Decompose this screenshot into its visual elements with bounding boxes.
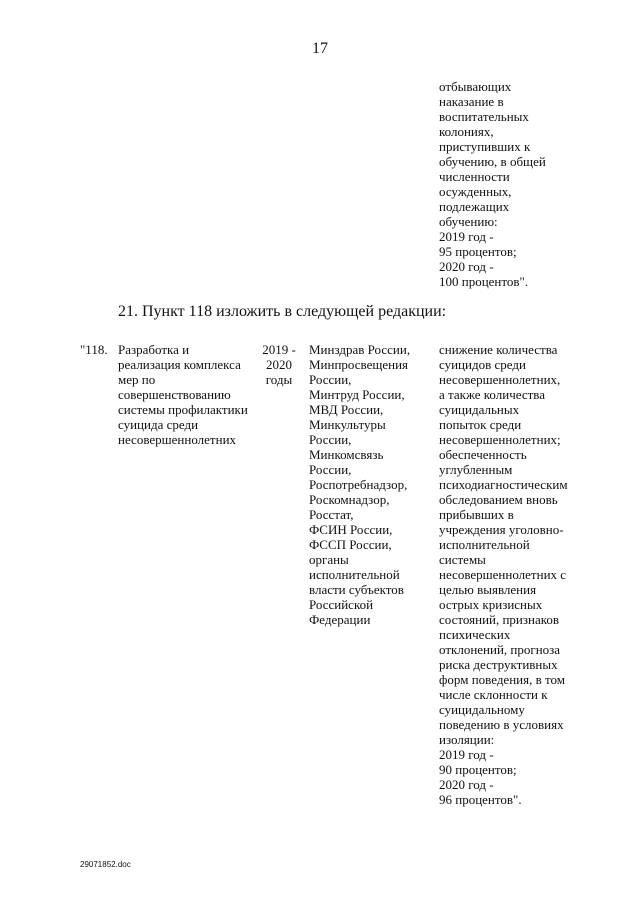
text-line: а также количества — [439, 387, 546, 402]
text-line: психических — [439, 627, 511, 642]
text-line: Минкомсвязь — [309, 447, 384, 462]
row-title-cell — [118, 342, 258, 447]
text-line: несовершеннолетних, — [439, 372, 561, 387]
page-number: 17 — [312, 40, 328, 57]
text-line: годы — [265, 372, 293, 387]
text-line: исполнительной — [439, 537, 530, 552]
text-line: психодиагностическим — [439, 477, 568, 492]
text-line: России, — [309, 462, 352, 477]
text-line: России, — [309, 372, 352, 387]
text-line: Федерации — [309, 612, 371, 627]
text-line: несовершеннолетних с — [439, 567, 567, 582]
text-line: отбывающих — [439, 79, 512, 94]
continued-indicator-cell — [439, 79, 599, 289]
text-line: системы — [439, 552, 486, 567]
text-line: углубленным — [439, 462, 513, 477]
text-line: 100 процентов". — [439, 274, 529, 289]
text-line: Минздрав России, — [309, 342, 411, 357]
text-line: совершенствованию — [118, 387, 231, 402]
text-line: 95 процентов; — [439, 244, 517, 259]
row-number: "118. — [80, 342, 108, 357]
text-line: Разработка и — [118, 342, 190, 357]
text-line: Роскомнадзор, — [309, 492, 390, 507]
text-line: Минкультуры — [309, 417, 386, 432]
text-line: 2020 год - — [439, 259, 494, 274]
text-line: колониях, — [439, 124, 494, 139]
text-line: состояний, признаков — [439, 612, 560, 627]
text-line: снижение количества — [439, 342, 558, 357]
text-line: учреждения уголовно- — [439, 522, 564, 537]
row-indicator-cell — [439, 342, 599, 807]
text-line: органы — [309, 552, 349, 567]
text-line: суицидов среди — [439, 357, 526, 372]
text-line: числе склонности к — [439, 687, 548, 702]
text-line: поведению в условиях — [439, 717, 564, 732]
text-line: попыток среди — [439, 417, 522, 432]
text-line: форм поведения, в том — [439, 672, 565, 687]
text-line: власти субъектов — [309, 582, 404, 597]
text-line: 2020 год - — [439, 777, 494, 792]
text-line: обследованием вновь — [439, 492, 558, 507]
text-line: 96 процентов". — [439, 792, 522, 807]
text-line: МВД России, — [309, 402, 384, 417]
text-line: несовершеннолетних; — [439, 432, 561, 447]
text-line: мер по — [118, 372, 156, 387]
text-line: обучению: — [439, 214, 498, 229]
text-line: 2020 — [266, 357, 292, 372]
text-line: суицидальному — [439, 702, 525, 717]
text-line: Роспотребнадзор, — [309, 477, 408, 492]
text-line: 2019 - — [262, 342, 296, 357]
text-line: острых кризисных — [439, 597, 543, 612]
text-line: 2019 год - — [439, 747, 494, 762]
text-line: реализация комплекса — [118, 357, 241, 372]
text-line: исполнительной — [309, 567, 400, 582]
document-footer: 29071852.doc — [80, 860, 131, 869]
row-executors-cell — [309, 342, 429, 627]
text-line: целью выявления — [439, 582, 537, 597]
text-line: Российской — [309, 597, 374, 612]
text-line: суицидальных — [439, 402, 520, 417]
amendment-instruction: 21. Пункт 118 изложить в следующей редакции: — [118, 303, 447, 320]
text-line: обеспеченность — [439, 447, 527, 462]
row-period-cell — [258, 342, 300, 387]
text-line: приступивших к — [439, 139, 531, 154]
text-line: 2019 год - — [439, 229, 494, 244]
text-line: суицида среди — [118, 417, 199, 432]
text-line: отклонений, прогноза — [439, 642, 561, 657]
text-line: Минтруд России, — [309, 387, 405, 402]
text-line: Росстат, — [309, 507, 354, 522]
text-line: 90 процентов; — [439, 762, 517, 777]
text-line: несовершеннолетних — [118, 432, 237, 447]
text-line: воспитательных — [439, 109, 529, 124]
text-line: системы профилактики — [118, 402, 248, 417]
text-line: риска деструктивных — [439, 657, 558, 672]
text-line: осужденных, — [439, 184, 512, 199]
text-line: ФССП России, — [309, 537, 392, 552]
text-line: прибывших в — [439, 507, 514, 522]
text-line: численности — [439, 169, 510, 184]
text-line: России, — [309, 432, 352, 447]
text-line: обучению, в общей — [439, 154, 546, 169]
text-line: наказание в — [439, 94, 504, 109]
text-line: подлежащих — [439, 199, 510, 214]
text-line: Минпросвещения — [309, 357, 409, 372]
text-line: ФСИН России, — [309, 522, 393, 537]
text-line: изоляции: — [439, 732, 495, 747]
